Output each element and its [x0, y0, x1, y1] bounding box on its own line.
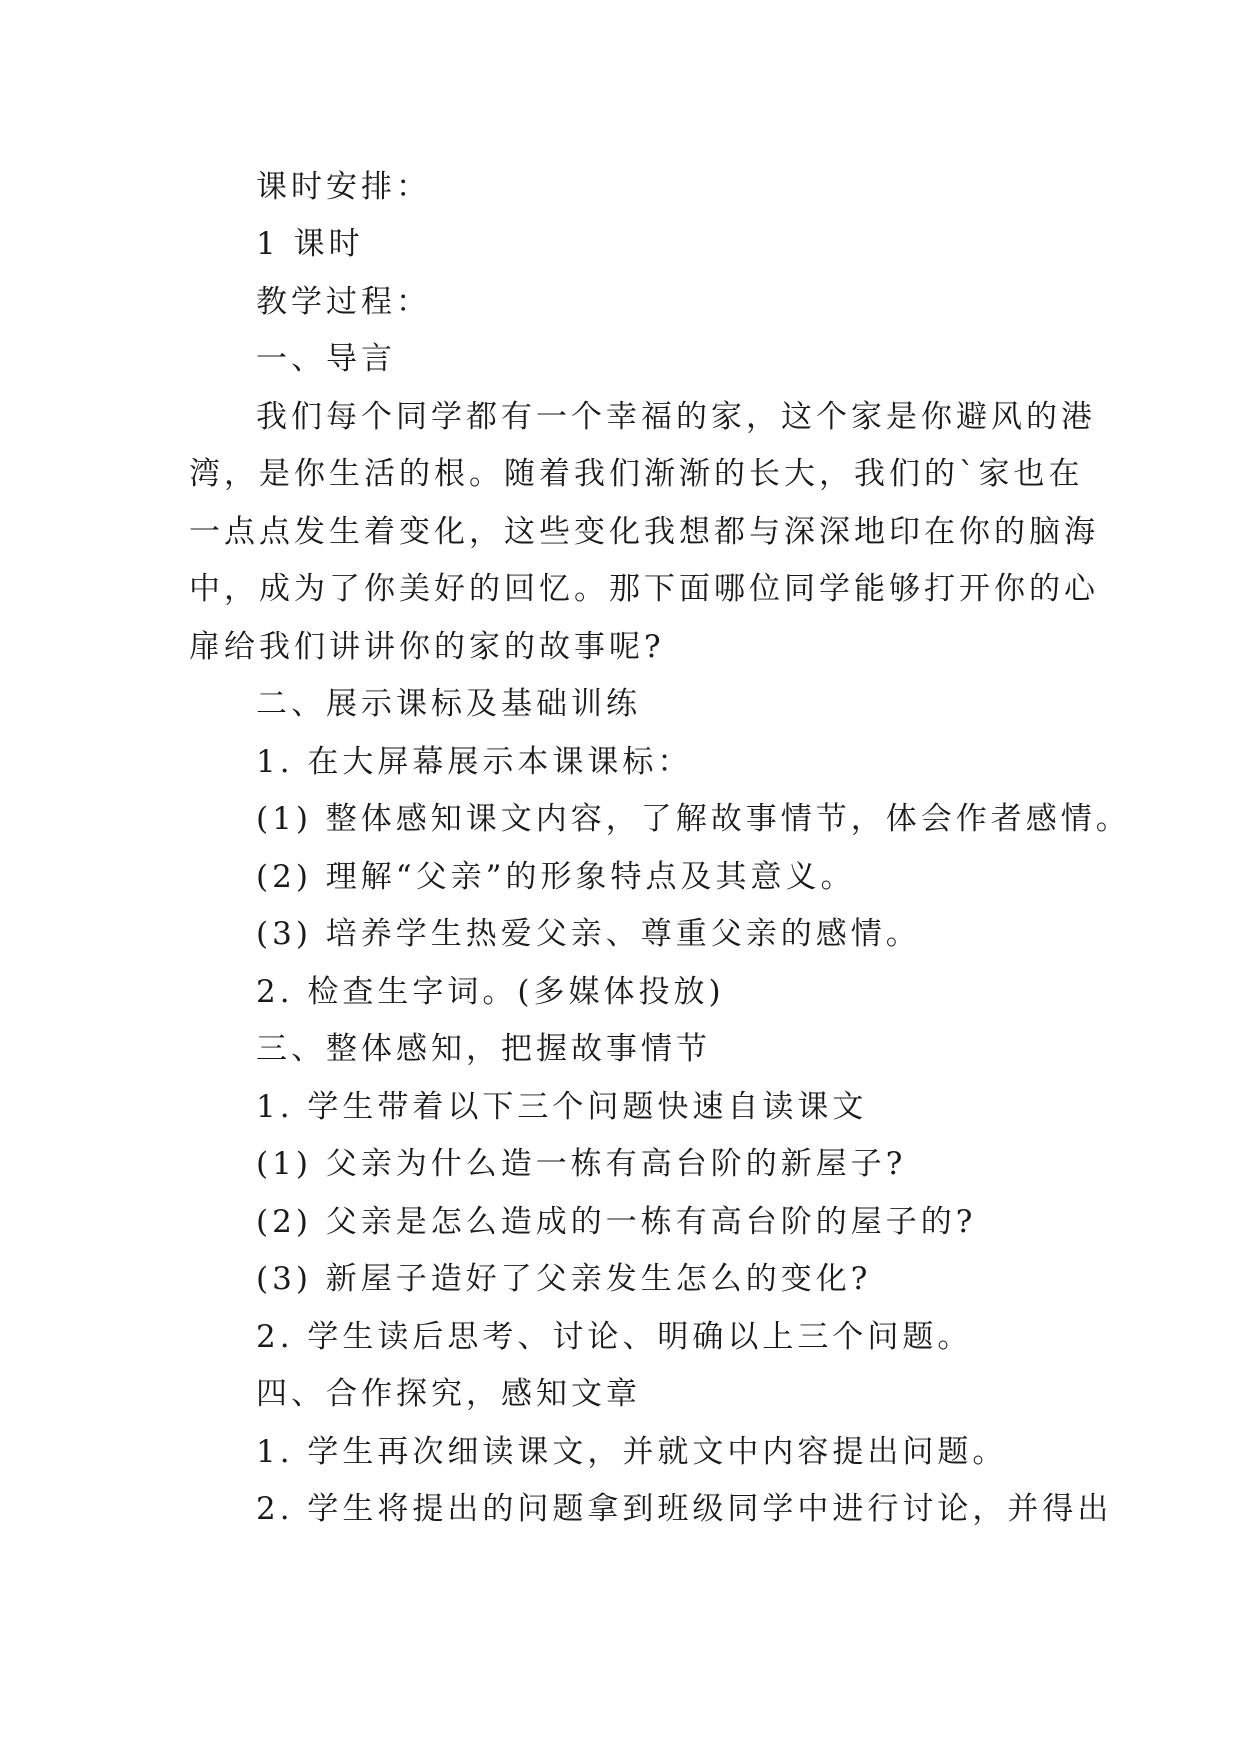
text-line: (3) 新屋子造好了父亲发生怎么的变化? — [256, 1261, 872, 1297]
section-heading: 四、合作探究，感知文章 — [256, 1376, 641, 1412]
text-line: (2) 父亲是怎么造成的一栋有高台阶的屋子的? — [256, 1204, 977, 1240]
text-line: 2. 学生读后思考、讨论、明确以上三个问题。 — [256, 1319, 973, 1355]
section-heading: 二、展示课标及基础训练 — [256, 686, 641, 722]
text-line: 2. 检查生字词。(多媒体投放) — [256, 974, 725, 1010]
text-line: 中，成为了你美好的回忆。那下面哪位同学能够打开你的心 — [189, 571, 1099, 607]
text-line: 湾，是你生活的根。随着我们渐渐的长大，我们的`家也在 — [189, 456, 1084, 492]
text-line: (3) 培养学生热爱父亲、尊重父亲的感情。 — [256, 916, 921, 952]
text-line: 扉给我们讲讲你的家的故事呢? — [189, 629, 665, 665]
text-line: 1. 学生再次细读课文，并就文中内容提出问题。 — [256, 1434, 1008, 1470]
text-line: 我们每个同学都有一个幸福的家，这个家是你避风的港 — [256, 399, 1096, 435]
text-line: 1. 在大屏幕展示本课课标： — [256, 744, 693, 780]
text-line: 一点点发生着变化，这些变化我想都与深深地印在你的脑海 — [189, 514, 1099, 550]
text-line: (2) 理解“父亲”的形象特点及其意义。 — [256, 859, 856, 895]
text-line: (1) 整体感知课文内容，了解故事情节，体会作者感情。 — [256, 801, 1131, 837]
text-line: 教学过程： — [256, 284, 431, 320]
text-line: 1 课时 — [256, 226, 364, 262]
text-line: (1) 父亲为什么造一栋有高台阶的新屋子? — [256, 1146, 907, 1182]
section-heading: 三、整体感知，把握故事情节 — [256, 1031, 711, 1067]
text-line: 课时安排： — [256, 169, 431, 205]
section-heading: 一、导言 — [256, 341, 396, 377]
text-line: 1. 学生带着以下三个问题快速自读课文 — [256, 1089, 868, 1125]
text-line: 2. 学生将提出的问题拿到班级同学中进行讨论，并得出 — [256, 1491, 1113, 1527]
